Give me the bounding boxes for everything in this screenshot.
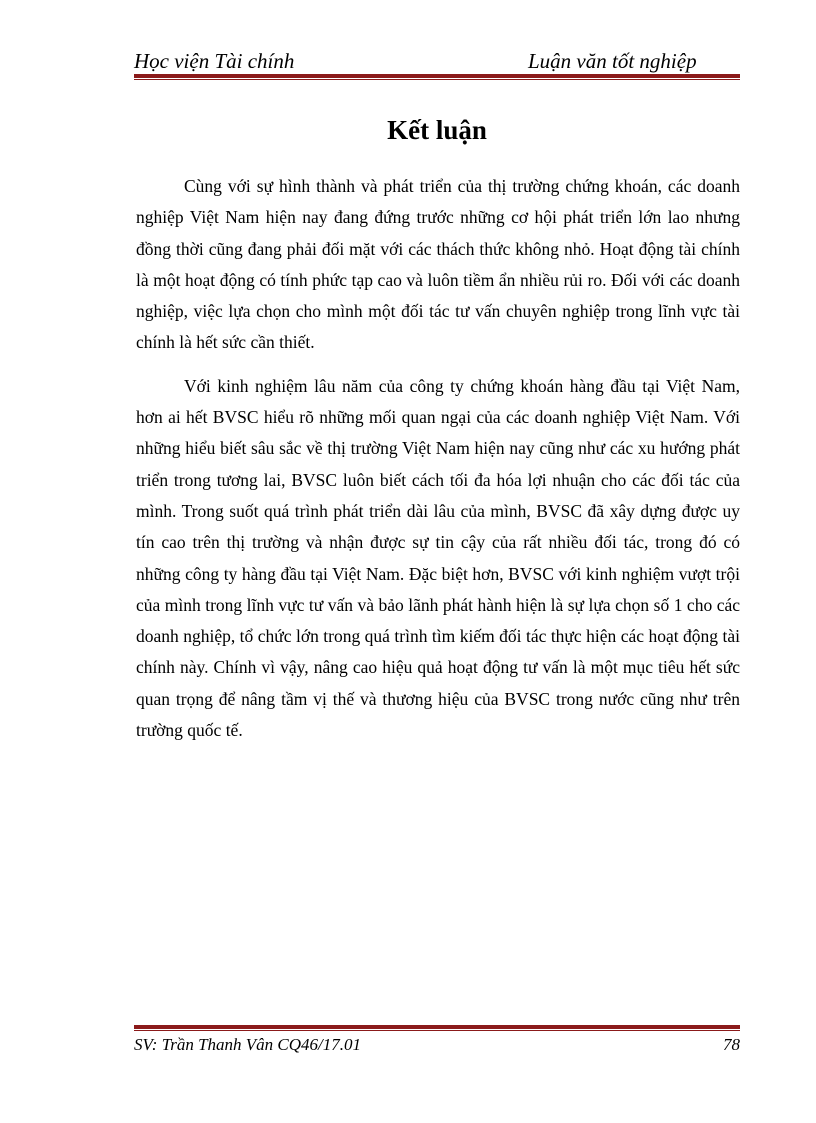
footer-student: SV: Trần Thanh Vân CQ46/17.01 — [134, 1035, 362, 1054]
paragraph: Cùng với sự hình thành và phát triển của thị trường chứng khoán, các doanh nghiệp Việt Nam hiện nay đang đứng trước những cơ hội phát triển lớn lao nhưng đồng thời cũng đang phải đối mặt với các thách thức không nhỏ. Hoạt động tài chính là một hoạt động có tính phức tạp cao và luôn tiềm ẩn nhiều rủi ro. Đối với các doanh nghiệp, việc lựa chọn cho mình một đối tác tư vấn chuyên nghiệp trong lĩnh vực tài chính là hết sức cần thiết. — [136, 176, 740, 353]
header-document-type: Luận văn tốt nghiệp — [528, 49, 697, 73]
body-text — [136, 171, 740, 758]
footer-rule — [134, 1025, 740, 1031]
page-title: Kết luận — [387, 115, 487, 145]
header-rule — [134, 74, 740, 80]
page-header — [134, 46, 740, 74]
paragraph: Với kinh nghiệm lâu năm của công ty chứng khoán hàng đầu tại Việt Nam, hơn ai hết BVSC hiểu rõ những mối quan ngại của các doanh nghiệp Việt Nam. Với những hiểu biết sâu sắc về thị trường Việt Nam hiện nay cũng như các xu hướng phát triển trong tương lai, BVSC luôn biết cách tối đa hóa lợi nhuận cho các đối tác của mình. Trong suốt quá trình phát triển dài lâu của mình, BVSC đã xây dựng được uy tín cao trên thị trường và nhận được sự tin cậy của rất nhiều đối tác, trong đó có những công ty hàng đầu tại Việt Nam. Đặc biệt hơn, BVSC với kinh nghiệm vượt trội của mình trong lĩnh vực tư vấn và bảo lãnh phát hành hiện là sự lựa chọn số 1 cho các doanh nghiệp, tổ chức lớn trong quá trình tìm kiếm đối tác thực hiện các hoạt động tài chính này. Chính vì vậy, nâng cao hiệu quả hoạt động tư vấn là một mục tiêu hết sức quan trọng để nâng tầm vị thế và thương hiệu của BVSC trong nước cũng như trên trường quốc tế. — [136, 375, 740, 741]
header-institution: Học viện Tài chính — [134, 49, 295, 73]
page-number: 78 — [723, 1035, 740, 1054]
page-footer — [134, 1034, 740, 1060]
